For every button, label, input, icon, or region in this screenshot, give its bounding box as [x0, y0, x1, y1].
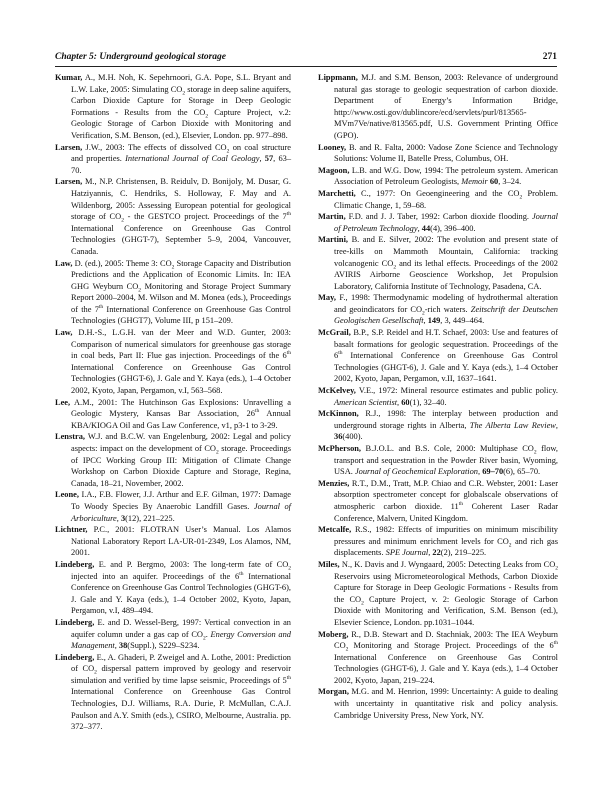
reference-text: 2 [202, 635, 206, 642]
reference-author: Lippmann, [318, 73, 358, 82]
reference-author: Miles, [318, 559, 340, 569]
reference-text: (1), 32–40. [409, 397, 447, 407]
reference-entry [318, 292, 558, 327]
reference-text: B.J.O.L. and B.S. Cole, 2000: Multiphase CO [361, 444, 534, 453]
reference-journal: Journal of Petroleum Technology [334, 212, 558, 233]
reference-author: Metcalfe, [318, 525, 352, 535]
reference-text: on coal structure and properties. [71, 142, 291, 164]
reference-text: , [428, 548, 433, 558]
reference-text: 2 [121, 217, 124, 224]
reference-text: V.E., 1972: Mineral resource estimates and public policy. [355, 386, 558, 396]
reference-text: storage. Proceedings of IPCC Working Group III: Mitigation of Climate Change Workshop on Carbon Dioxide Capture and Storage, Regina, Canada, 18–21, November, 2002. [71, 444, 291, 488]
reference-text: R.S., 1982: Effects of impurities on minimum miscibility pressures and minimum enrichment levels for CO [334, 525, 558, 546]
reference-text: th [338, 350, 343, 357]
reference-text: (Suppl.), S229–S234. [127, 641, 200, 651]
reference-text: 2 [215, 449, 219, 456]
reference-text: th [553, 640, 558, 647]
reference-text: th [286, 350, 291, 357]
reference-author: Law, [55, 258, 73, 268]
reference-text: and its lethal effects. Proceedings of the 2002 AVIRIS Airborne Geoscience Workshop, Jet Propulsion Laboratory, California Institute of Technology, Pasadena, CA. [334, 258, 558, 291]
reference-author: McPherson, [318, 444, 362, 453]
reference-text: International Conference on Greenhouse Gas Control Technologies (GHGT-6), J. Gale and Y. Kaya (eds.), 1–4 October 2002, Kyoto, Japan, Pergamon, v.I, 489–494. [71, 571, 291, 616]
reference-text: dispersal pattern improved by geology and reservoir simulation and verified by time lapse seismic, Proceedings of 5 [71, 664, 291, 685]
reference-text: , [397, 397, 402, 407]
reference-volume: 69–70 [482, 467, 504, 477]
reference-text: , 63–70. [71, 154, 291, 175]
reference-text: injected into an aquifer. Proceedings of the 6 [71, 571, 240, 581]
reference-volume: 22 [432, 548, 441, 558]
reference-text: F.D. and J. J. Taber, 1992: Carbon dioxide flooding. [345, 212, 532, 222]
reference-text: W.J. and B.C.W. van Engelenburg, 2002: Legal and policy aspects: impact on the development of CO [71, 432, 291, 453]
references-right-column [318, 72, 558, 721]
reference-text: - the GESTCO project. Proceedings of the 7 [123, 212, 287, 222]
page-number: 271 [542, 52, 557, 62]
reference-entry [55, 524, 291, 559]
reference-volume: 3 [120, 513, 126, 523]
reference-text: . [205, 629, 211, 639]
reference-text: Capture Project, v. 2: Geologic Storage of Carbon Dioxide with Monitoring and Verification, S.M. Benson (ed.), Elsevier Science, London. pp.1031–1044. [334, 594, 558, 627]
reference-text: (2), 219–225. [440, 548, 487, 558]
reference-volume: 36 [334, 432, 343, 442]
reference-author: Looney, [318, 142, 347, 152]
reference-journal: Zeitschrift der Deutschen Geologischen Gesellschaft [334, 304, 558, 326]
reference-entry [318, 524, 558, 559]
reference-text: , 3–24. [498, 177, 522, 187]
reference-volume: 60 [401, 397, 410, 407]
reference-text: International Conference on Greenhouse Gas Control Technologies, D.J. Williams, R.A. Durie, P. McMullan, C.A.J. Paulson and A.Y. Smith (eds.), CSIRO, Melbourne, Australia. pp. 372–377. [71, 687, 291, 732]
reference-text: M.G. and M. Henrion, 1999: Uncertainty: A guide to dealing with uncertainty in quantitative risk and policy analysis. Cambridge University Press, New York, NY. [334, 687, 558, 720]
reference-text: storage in deep saline aquifers, Carbon Dioxide Capture for Storage in Deep Geologic Formations - Results from the CO [71, 84, 291, 117]
chapter-title: Chapter 5: Underground geological storage [55, 52, 227, 62]
reference-text: , [259, 154, 265, 164]
reference-text: E., A. Ghaderi, P. Zweigel and A. Lothe, 2001: Prediction of CO [71, 652, 291, 674]
reference-text: A., M.H. Noh, K. Sepehrnoori, G.A. Pope, S.L. Bryant and L.W. Lake, 2005: Simulating CO [71, 73, 291, 94]
reference-text: Coherent Laser Radar Conference, Malvern, United Kingdom. [334, 501, 559, 523]
reference-entry [55, 559, 291, 617]
reference-journal: Journal of Arboriculture [71, 501, 291, 523]
reference-author: Martin, [318, 212, 346, 222]
reference-text: 2 [94, 669, 97, 676]
reference-author: Morgan, [318, 687, 349, 697]
reference-text: International Conference on Greenhouse Gas Control Technologies (GHGT-6), J. Gale and Y. Kaya (eds.), 1–4 October 2002, Kyoto, Japan, 219–224. [334, 652, 558, 685]
reference-journal: Journal of Geochemical Exploration [354, 467, 478, 477]
reference-text: th [98, 304, 104, 311]
reference-author: Leone, [55, 490, 79, 500]
reference-text: International Conference on Greenhouse Gas Control Technologies (GHGT-7), September 5–9, 2004, Vancouver, Canada. [71, 223, 291, 256]
reference-author: McKinnon, [318, 409, 359, 419]
reference-text: R.T., D.M., Tratt, M.P. Chiao and C.R. Webster, 2001: Laser absorption spectrometer concept for globalscale observations of atmospheric carbon dioxide. 11 [334, 478, 558, 511]
reference-author: Lindeberg, [55, 652, 95, 662]
reference-text: , [423, 316, 428, 326]
reference-text: J.W., 2003: The effects of dissolved CO [82, 142, 227, 152]
reference-text: th [254, 408, 260, 415]
reference-volume: 57 [264, 154, 274, 164]
reference-text: , [116, 513, 121, 523]
reference-text: D. (ed.), 2005: Theme 3: CO [72, 258, 172, 268]
reference-entry [55, 258, 291, 328]
reference-entry [318, 188, 558, 211]
reference-entry [318, 234, 558, 292]
reference-text: Capture Project, v.2: Geologic Storage of Carbon Dioxide with Monitoring and Verification, S.M. Benson, (ed.), Elsevier, London. pp. 977–898. [71, 107, 291, 140]
reference-text: 2 [533, 449, 537, 456]
reference-journal: International Journal of Coal Geology [125, 154, 260, 164]
reference-entry [318, 478, 558, 524]
reference-author: May, [318, 293, 336, 303]
reference-text: International Conference on Greenhouse Gas Control Technologies (GHGT7), Volume III, p 151–209. [71, 304, 291, 326]
reference-volume: 149 [427, 316, 441, 326]
reference-text: 2 [508, 542, 512, 549]
reference-entry [318, 327, 558, 385]
reference-text: (6), 65–70. [503, 467, 541, 477]
reference-text: (4), 396–400. [430, 223, 476, 233]
reference-text: Annual KBA/KIOGA Oil and Gas Law Conference, v1, p3-1 to 3-29. [71, 409, 291, 430]
reference-text: (12), 221–225. [125, 513, 175, 523]
reference-author: Lindeberg, [55, 559, 95, 569]
reference-text: , [478, 467, 483, 477]
reference-author: Lichtner, [55, 525, 88, 535]
reference-text: th [239, 570, 244, 577]
reference-text: R., D.B. Stewart and D. Stachniak, 2003: The IEA Weyburn CO [334, 629, 558, 651]
reference-author: Lenstra, [55, 432, 86, 442]
reference-text: Problem. Climatic Change, 1, 59–68. [334, 188, 558, 210]
reference-entry [318, 559, 558, 629]
reference-author: Moberg, [318, 629, 349, 639]
reference-text: , [555, 420, 558, 430]
reference-entry [318, 629, 558, 687]
reference-text: M., N.P. Christensen, B. Reidulv, D. Bonijoly, M. Dusar, G. Hatziyannis, C. Hendriks, S. Holloway, F. May and A. Wildenborg, 2005: Assessing European potential for geological storage of CO [71, 177, 291, 222]
reference-volume: 44 [421, 223, 431, 233]
reference-author: Larsen, [55, 177, 83, 187]
reference-entry [318, 72, 558, 142]
reference-text: D.H.-S., L.G.H. van der Meer and W.D. Gunter, 2003: Comparison of numerical simulators for greenhouse gas storage in coal beds, Part II: Flue gas injection. Proceedings of the 6 [71, 328, 291, 361]
reference-text: 2 [361, 600, 364, 607]
reference-text: th [458, 501, 463, 508]
reference-text: Reservoirs using Micrometeorological Methods, Carbon Dioxide Capture for Storage in Deep Geologic Formations - Results from the CO [334, 571, 558, 604]
reference-text: 2 [519, 194, 523, 201]
reference-entry [318, 686, 558, 721]
reference-text: B. and E. Silver, 2002: The evolution and present state of tree-kills on Mammoth Mountain, California: tracking volcanogenic CO [334, 235, 558, 268]
reference-text: A.M., 2001: The Hutchinson Gas Explosions: Unravelling a Geologic Mystery, Kansas Bar Association, 26 [70, 397, 291, 419]
references-left-column [55, 72, 291, 733]
reference-text: (400). [342, 432, 363, 442]
reference-journal: Memoir [461, 177, 488, 187]
reference-text: and rich gas displacements. [334, 536, 559, 558]
reference-text: M.J. and S.M. Benson, 2003: Relevance of underground natural gas storage to geologic sequestration of carbon dioxide. Department of Energy’s Information Bridge, http://www.osti.gov/dublincore/ecd/servlets/purl/813565-MVm7Ve/native/813565.pdf, U.S. Government Printing Office (GPO). [334, 73, 558, 140]
reference-volume: 60 [489, 177, 499, 187]
reference-author: Larsen, [55, 142, 83, 152]
reference-text: Monitoring and Storage Project. Proceedings of the 6 [348, 641, 554, 651]
reference-entry [318, 165, 558, 188]
reference-text: I.A., F.B. Flower, J.J. Arthur and E.F. Gilman, 1977: Damage To Woody Species By Anaerobic Landfill Gases. [71, 490, 291, 511]
reference-entry [318, 385, 558, 408]
reference-text: B.P., S.P. Reidel and H.T. Schaef, 2003: Use and features of basalt formations for geologic sequestration. Proceedings of the 6 [334, 328, 558, 361]
reference-journal: American Scientist [334, 397, 398, 407]
reference-text: F., 1998: Thermodynamic modeling of hydrothermal alteration and geoindicators for CO [334, 293, 558, 314]
reference-entry [318, 443, 558, 478]
reference-volume: 38 [118, 641, 128, 651]
reference-text: B. and R. Falta, 2000: Vadose Zone Science and Technology Solutions: Volume II, Batelle Press, Columbus, OH. [334, 142, 558, 164]
reference-text: -rich waters. [424, 304, 471, 314]
reference-text: N., K. Davis and J. Wyngaard, 2005: Detecting Leaks from CO [339, 559, 556, 569]
reference-text: , 3, 449–464. [440, 316, 485, 326]
reference-text: 2 [393, 264, 397, 271]
reference-author: Magoon, [318, 165, 350, 175]
reference-author: Law, [55, 328, 73, 338]
reference-journal: Energy Conversion and Management [71, 629, 291, 651]
reference-text: 2 [171, 264, 175, 271]
reference-text: 2 [422, 310, 425, 317]
reference-author: Lee, [55, 397, 71, 407]
reference-entry [55, 327, 291, 397]
reference-author: McGrail, [318, 328, 351, 338]
reference-text: 2 [288, 565, 291, 572]
reference-text: 2 [226, 148, 230, 155]
reference-author: Lindeberg, [55, 617, 95, 627]
reference-text: International Conference on Greenhouse Gas Control Technologies (GHGT-6), J. Gale and Y. Kaya (eds.), 1–4 October 2002, Kyoto, Japan, Pergamon, v.II, 1637–1641. [334, 351, 558, 384]
reference-entry [55, 617, 291, 652]
reference-text: R.J., 1998: The interplay between production and underground storage rights in Alberta, [334, 409, 558, 430]
reference-author: Menzies, [318, 478, 350, 488]
reference-text: E. and P. Bergmo, 2003: The long-term fate of CO [94, 559, 289, 569]
reference-author: Martini, [318, 235, 349, 245]
reference-text: C., 1977: On Geoengineering and the CO [355, 188, 520, 198]
reference-journal: The Alberta Law Review [469, 420, 556, 430]
reference-author: McKelvey, [318, 386, 356, 396]
reference-text: 2 [182, 90, 186, 97]
reference-text: , [114, 641, 119, 651]
reference-entry [318, 408, 558, 443]
reference-entry [55, 431, 291, 489]
reference-text: th [286, 675, 291, 682]
reference-text: 2 [205, 113, 209, 120]
reference-entry [318, 211, 558, 234]
reference-entry [55, 652, 291, 733]
reference-entry [55, 489, 291, 524]
reference-text: 2 [345, 646, 349, 653]
running-header [55, 52, 557, 67]
reference-entry [55, 397, 291, 432]
reference-text: L.B. and W.G. Dow, 1994: The petroleum system. American Association of Petroleum Geologists, [334, 165, 558, 187]
reference-journal: SPE Journal [385, 548, 429, 558]
reference-text: P.C., 2001: FLOTRAN User’s Manual. Los Alamos National Laboratory Report LA-UR-01-2349, Los Alamos, NM, 2001. [71, 525, 291, 558]
reference-entry [55, 176, 291, 257]
reference-author: Kumar, [55, 73, 83, 82]
reference-text: International Conference on Greenhouse Gas Control Technologies (GHGT-6), J. Gale and Y. Kaya (eds.), 1–4 October 2002, Kyoto, Japan, Pergamon, v.I, 563–568. [71, 362, 291, 396]
reference-entry [55, 72, 291, 142]
reference-text: Storage Capacity and Distribution Predictions and the Application of Economic Limits. In: IEA GHG Weyburn CO [71, 258, 291, 291]
reference-text: Monitoring and Storage Project Summary Report 2000–2004, M. Wilson and M. Monea (eds.), Proceedings of the 7 [71, 281, 291, 314]
reference-text: , [417, 223, 422, 233]
reference-entry [318, 142, 558, 165]
reference-text: 2 [138, 287, 142, 294]
reference-author: Marchetti, [318, 188, 356, 198]
reference-text: E. and D. Wessel-Berg, 1997: Vertical convection in an aquifer column under a gas cap of CO [71, 617, 291, 639]
reference-text: th [286, 211, 291, 218]
reference-entry [55, 142, 291, 177]
reference-text: 2 [555, 565, 558, 572]
reference-text: flow, transport and sequestration in the Powder River basin, Wyoming, USA. [334, 444, 558, 477]
